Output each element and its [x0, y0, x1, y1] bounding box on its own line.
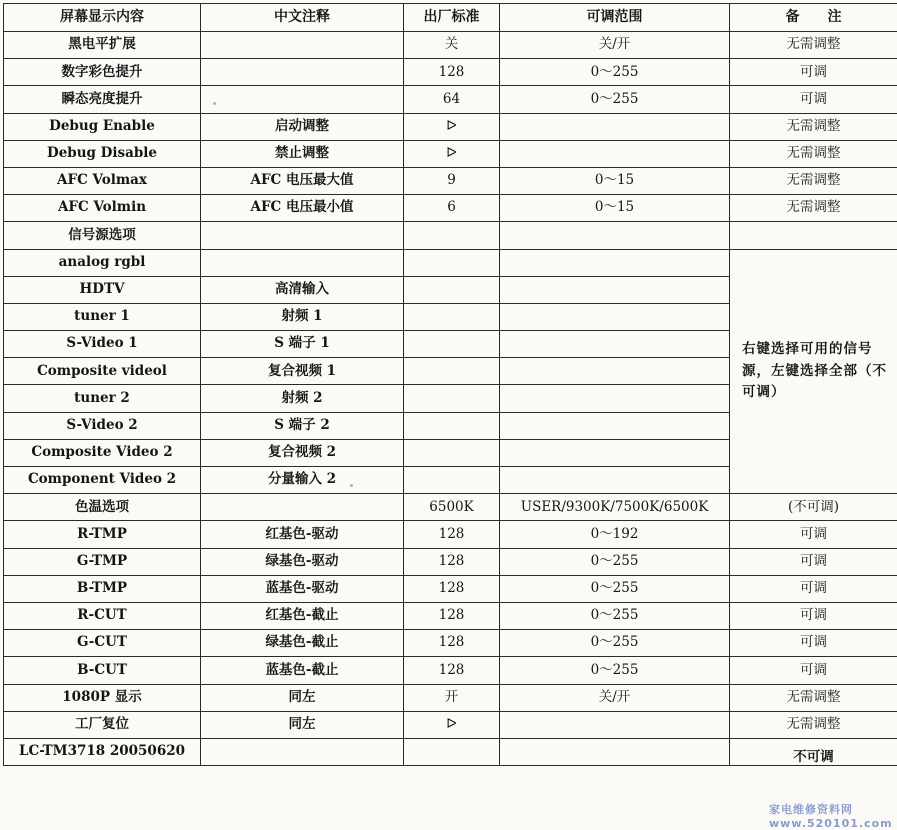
cell-note: 可调 [730, 575, 897, 602]
cell-cn: 绿基色-驱动 [201, 548, 404, 575]
cell-range: 0～192 [500, 521, 730, 548]
cell-note: 无需调整 [730, 113, 897, 140]
cell-note: 无需调整 [730, 32, 897, 59]
cell-range [500, 222, 730, 249]
cell-cn [201, 86, 404, 113]
table-row [4, 494, 897, 521]
table-row [4, 167, 897, 194]
cell-range [500, 276, 730, 303]
cell-screen: B-TMP [4, 575, 201, 602]
cell-cn: 同左 [201, 684, 404, 711]
cell-default: 128 [404, 657, 500, 684]
note-text: 不可调 [793, 749, 834, 765]
cell-screen: AFC Volmax [4, 167, 201, 194]
cell-default [404, 412, 500, 439]
table-row [4, 548, 897, 575]
cell-default [404, 385, 500, 412]
cell-default [404, 358, 500, 385]
cell-default: 128 [404, 521, 500, 548]
cell-note: 无需调整 [730, 684, 897, 711]
cell-screen: AFC Volmin [4, 195, 201, 222]
cell-note: 可调 [730, 602, 897, 629]
cell-screen: R-TMP [4, 521, 201, 548]
cell-default: ᐅ [404, 113, 500, 140]
table-row [4, 684, 897, 711]
cell-cn: 蓝基色-截止 [201, 657, 404, 684]
cell-cn [201, 59, 404, 86]
cell-range: 0～15 [500, 195, 730, 222]
cell-screen: HDTV [4, 276, 201, 303]
cell-range [500, 711, 730, 738]
cell-range [500, 249, 730, 276]
cell-cn [201, 738, 404, 765]
cell-note [730, 222, 897, 249]
cell-default: 64 [404, 86, 500, 113]
cell-cn: 复合视频 1 [201, 358, 404, 385]
cell-range [500, 439, 730, 466]
cell-range: 0～15 [500, 167, 730, 194]
table-row [4, 222, 897, 249]
cell-default: 128 [404, 59, 500, 86]
cell-range: 0～255 [500, 602, 730, 629]
cell-cn: 蓝基色-驱动 [201, 575, 404, 602]
cell-cn: S 端子 1 [201, 331, 404, 358]
cell-default [404, 303, 500, 330]
cell-cn: 红基色-驱动 [201, 521, 404, 548]
cell-screen: S-Video 1 [4, 331, 201, 358]
table-row [4, 521, 897, 548]
cell-range [500, 140, 730, 167]
spec-table [3, 3, 897, 766]
cell-note: 可调 [730, 59, 897, 86]
cell-screen: 工厂复位 [4, 711, 201, 738]
table-row [4, 140, 897, 167]
cell-screen: S-Video 2 [4, 412, 201, 439]
table-row [4, 195, 897, 222]
cell-screen: LC-TM3718 20050620 [4, 738, 201, 765]
cell-range [500, 738, 730, 765]
cell-cn [201, 494, 404, 521]
merged-note-cell: 右键选择可用的信号源，左键选择全部（不可调） [730, 249, 897, 494]
cell-note: 可调 [730, 657, 897, 684]
cell-screen: 1080P 显示 [4, 684, 201, 711]
cell-cn [201, 32, 404, 59]
cell-default: 128 [404, 602, 500, 629]
cell-cn: 绿基色-截止 [201, 630, 404, 657]
cell-note [730, 738, 897, 765]
cell-cn: AFC 电压最小值 [201, 195, 404, 222]
cell-screen: R-CUT [4, 602, 201, 629]
cell-cn: 射频 2 [201, 385, 404, 412]
cell-range [500, 385, 730, 412]
header-screen: 屏幕显示内容 [4, 4, 201, 32]
cell-default [404, 331, 500, 358]
cell-default: 6 [404, 195, 500, 222]
cell-range: 0～255 [500, 86, 730, 113]
cell-cn [201, 249, 404, 276]
cell-default: 关 [404, 32, 500, 59]
cell-note: 可调 [730, 86, 897, 113]
header-row [4, 4, 897, 32]
table-row [4, 657, 897, 684]
cell-default: 128 [404, 630, 500, 657]
cell-cn [201, 222, 404, 249]
cell-cn: S 端子 2 [201, 412, 404, 439]
cell-range: 0～255 [500, 575, 730, 602]
cell-cn: 红基色-截止 [201, 602, 404, 629]
scan-speck [350, 484, 353, 487]
cell-range [500, 358, 730, 385]
cell-cn: 禁止调整 [201, 140, 404, 167]
cell-range [500, 467, 730, 494]
header-default: 出厂标准 [404, 4, 500, 32]
watermark: 家电维修资料网 www.520101.com [769, 801, 889, 821]
cell-range [500, 113, 730, 140]
table-row [4, 86, 897, 113]
cell-range: 0～255 [500, 59, 730, 86]
cell-default [404, 222, 500, 249]
cell-screen: G-CUT [4, 630, 201, 657]
table-row [4, 738, 897, 765]
cell-note: (不可调) [730, 494, 897, 521]
cell-screen: 瞬态亮度提升 [4, 86, 201, 113]
cell-screen: 数字彩色提升 [4, 59, 201, 86]
table-row [4, 113, 897, 140]
cell-range [500, 331, 730, 358]
cell-default [404, 439, 500, 466]
cell-screen: Composite Video 2 [4, 439, 201, 466]
cell-cn: 启动调整 [201, 113, 404, 140]
table-row [4, 711, 897, 738]
cell-note: 无需调整 [730, 167, 897, 194]
cell-range: USER/9300K/7500K/6500K [500, 494, 730, 521]
cell-screen: 信号源选项 [4, 222, 201, 249]
cell-note: 无需调整 [730, 140, 897, 167]
cell-screen: tuner 1 [4, 303, 201, 330]
cell-screen: analog rgbl [4, 249, 201, 276]
scan-speck [213, 102, 216, 105]
cell-screen: G-TMP [4, 548, 201, 575]
table-row [4, 249, 897, 276]
cell-cn: AFC 电压最大值 [201, 167, 404, 194]
cell-default [404, 276, 500, 303]
cell-screen: Composite videol [4, 358, 201, 385]
cell-cn: 射频 1 [201, 303, 404, 330]
cell-range [500, 303, 730, 330]
table-row [4, 59, 897, 86]
table-row [4, 602, 897, 629]
cell-note: 可调 [730, 630, 897, 657]
header-range: 可调范围 [500, 4, 730, 32]
cell-range: 0～255 [500, 548, 730, 575]
cell-range [500, 412, 730, 439]
cell-screen: tuner 2 [4, 385, 201, 412]
cell-screen: 色温选项 [4, 494, 201, 521]
cell-note: 无需调整 [730, 711, 897, 738]
cell-default: ᐅ [404, 711, 500, 738]
cell-default [404, 249, 500, 276]
cell-note: 无需调整 [730, 195, 897, 222]
cell-default: 开 [404, 684, 500, 711]
table-row [4, 630, 897, 657]
cell-screen: Debug Disable [4, 140, 201, 167]
table-row [4, 575, 897, 602]
cell-range: 关/开 [500, 684, 730, 711]
header-note: 备 注 [730, 4, 897, 32]
cell-note: 可调 [730, 521, 897, 548]
cell-range: 关/开 [500, 32, 730, 59]
cell-screen: 黑电平扩展 [4, 32, 201, 59]
cell-default: ᐅ [404, 140, 500, 167]
cell-default: 128 [404, 548, 500, 575]
cell-cn: 高清输入 [201, 276, 404, 303]
cell-cn: 同左 [201, 711, 404, 738]
cell-default: 9 [404, 167, 500, 194]
cell-range: 0～255 [500, 657, 730, 684]
cell-screen: Component Video 2 [4, 467, 201, 494]
cell-cn: 分量输入 2 [201, 467, 404, 494]
cell-default [404, 467, 500, 494]
cell-screen: B-CUT [4, 657, 201, 684]
cell-range: 0～255 [500, 630, 730, 657]
cell-default [404, 738, 500, 765]
cell-default: 128 [404, 575, 500, 602]
cell-default: 6500K [404, 494, 500, 521]
header-cn: 中文注释 [201, 4, 404, 32]
cell-cn: 复合视频 2 [201, 439, 404, 466]
cell-note: 可调 [730, 548, 897, 575]
cell-screen: Debug Enable [4, 113, 201, 140]
table-row [4, 32, 897, 59]
